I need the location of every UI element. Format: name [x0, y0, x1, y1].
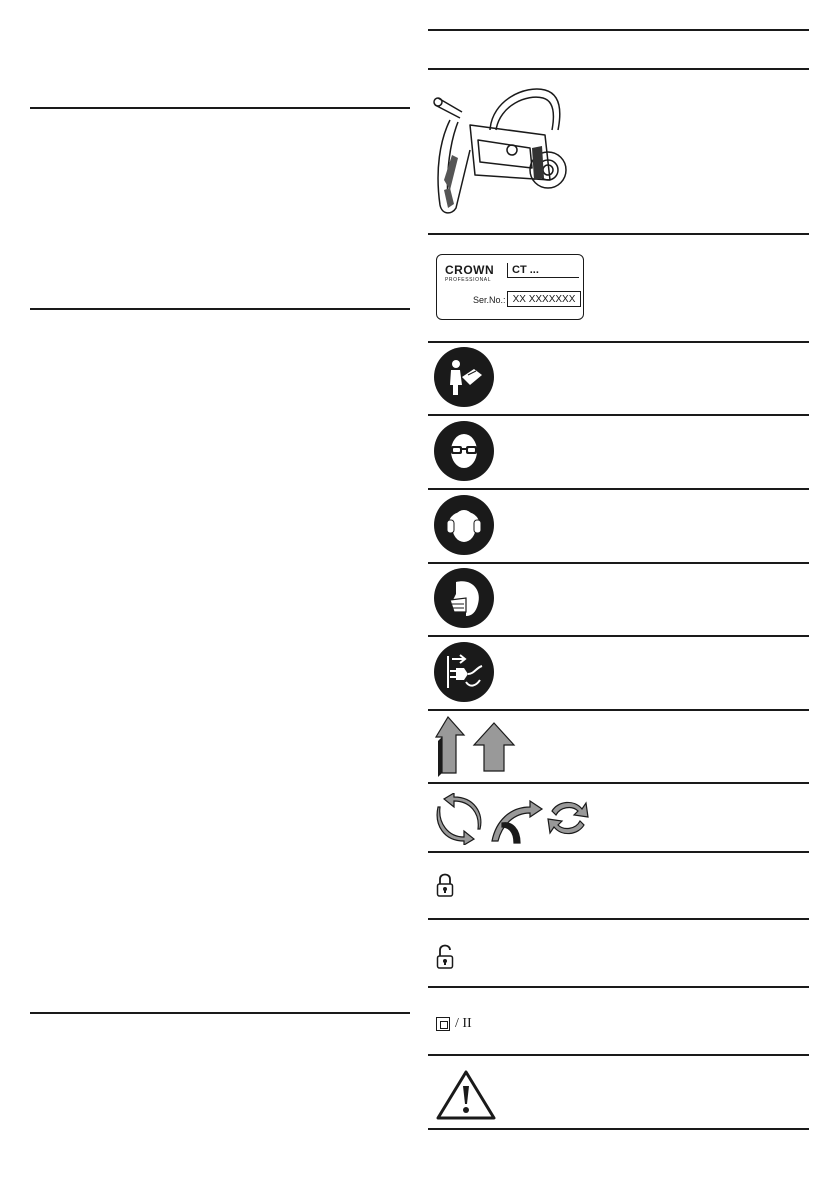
left-section-divider-1	[30, 107, 410, 109]
right-header-rule-2	[428, 68, 809, 70]
model-field: CT ...	[507, 263, 579, 278]
rotation-arrows-icon	[434, 793, 594, 845]
warning-triangle-icon	[434, 1068, 498, 1122]
lock-closed-icon	[436, 872, 454, 898]
lock-open-icon	[436, 942, 456, 970]
row-divider	[428, 488, 809, 490]
right-header-rule-1	[428, 29, 809, 31]
row-divider	[428, 562, 809, 564]
eye-protection-icon	[434, 421, 494, 481]
serial-label: Ser.No.:	[473, 295, 506, 305]
row-divider	[428, 341, 809, 343]
row-divider	[428, 635, 809, 637]
row-divider	[428, 918, 809, 920]
row-divider	[428, 851, 809, 853]
serial-field: XX XXXXXXX	[507, 291, 581, 307]
row-divider	[428, 1128, 809, 1130]
read-manual-icon	[434, 347, 494, 407]
brand-logo: CROWN	[445, 263, 495, 277]
row-divider	[428, 1054, 809, 1056]
ear-protection-icon	[434, 495, 494, 555]
row-divider	[428, 709, 809, 711]
rating-nameplate	[436, 254, 584, 320]
dust-mask-icon	[434, 568, 494, 628]
row-divider	[428, 782, 809, 784]
class-two-label: / II	[455, 1016, 472, 1031]
row-divider	[428, 414, 809, 416]
upright-arrows-icon	[434, 715, 520, 777]
brand-subtitle: PROFESSIONAL	[445, 277, 492, 283]
row-divider	[428, 986, 809, 988]
left-section-divider-3	[30, 1012, 410, 1014]
left-section-divider-2	[30, 308, 410, 310]
row-divider	[428, 233, 809, 235]
mixer-tool-illustration	[430, 80, 580, 220]
unplug-icon	[434, 642, 494, 702]
double-square-icon	[436, 1017, 450, 1031]
double-insulation-icon	[436, 1016, 472, 1032]
